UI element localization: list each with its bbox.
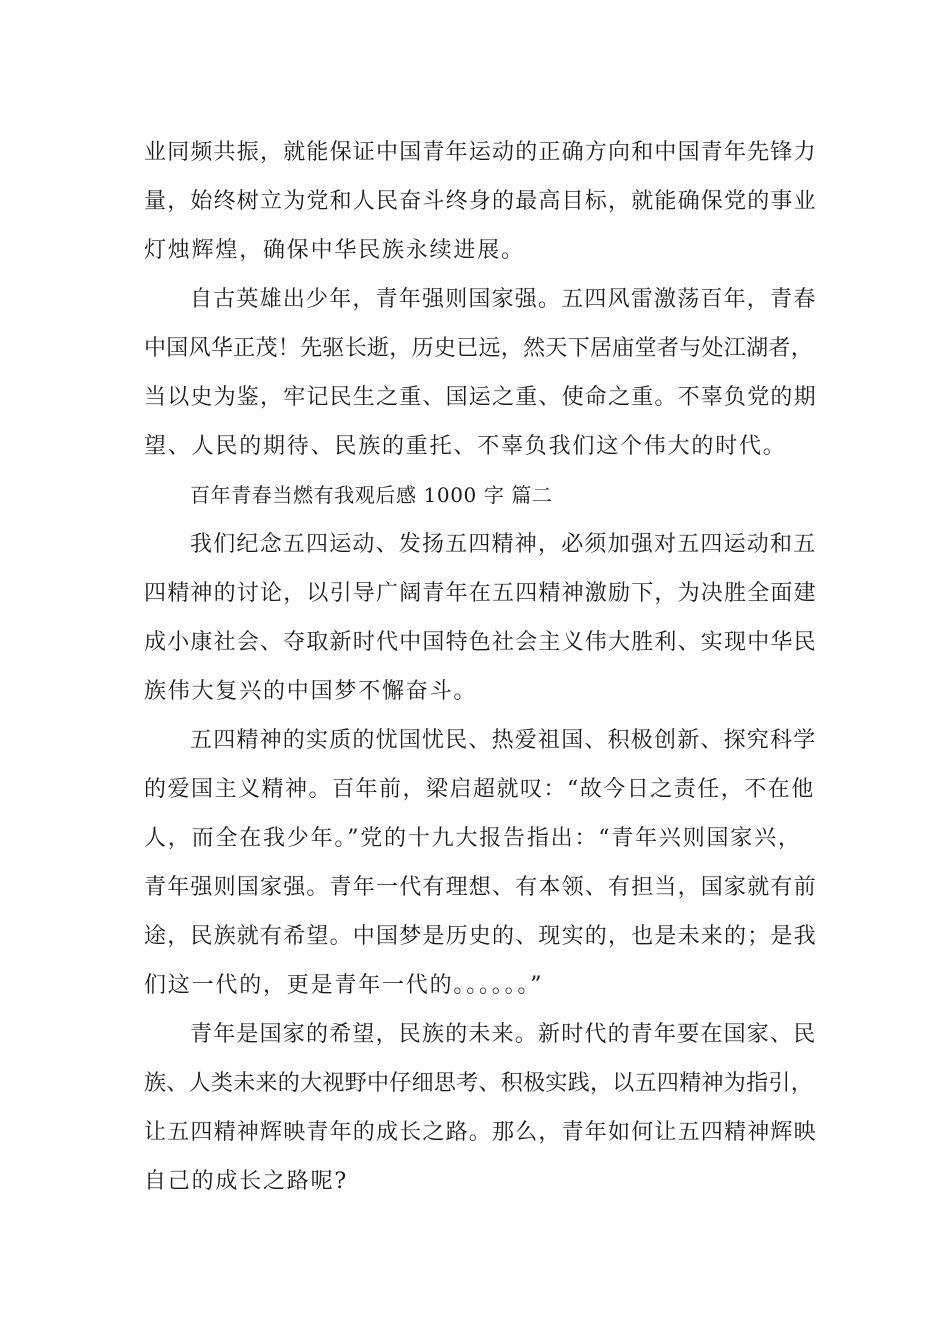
- text-line: 途，民族就有希望。中国梦是历史的、现实的，也是未来的；是我: [144, 924, 817, 949]
- text-line: 自古英雄出少年，青年强则国家强。五四风雷激荡百年，青春: [190, 287, 817, 312]
- text-line: 成小康社会、夺取新时代中国特色社会主义伟大胜利、实现中华民: [144, 630, 817, 655]
- text-line: 们这一代的，更是青年一代的。。。。。。”: [144, 973, 544, 998]
- document-body: [144, 128, 820, 1206]
- text-line: 族、人类未来的大视野中仔细思考、积极实践，以五四精神为指引，: [144, 1071, 814, 1096]
- text-line: 我们纪念五四运动、发扬五四精神，必须加强对五四运动和五: [190, 532, 817, 557]
- text-line: 中国风华正茂！先驱长逝，历史已远，然天下居庙堂者与处江湖者，: [144, 336, 814, 361]
- text-line: 业同频共振，就能保证中国青年运动的正确方向和中国青年先锋力: [144, 140, 817, 165]
- text-line: 自己的成长之路呢?: [144, 1169, 348, 1194]
- text-line: 青年是国家的希望，民族的未来。新时代的青年要在国家、民: [190, 1022, 817, 1047]
- text-line: 族伟大复兴的中国梦不懈奋斗。: [144, 679, 478, 704]
- text-line: 人，而全在我少年。”党的十九大报告指出：“青年兴则国家兴，: [144, 826, 802, 851]
- text-line: 灯烛辉煌，确保中华民族永续进展。: [144, 238, 525, 263]
- text-line: 四精神的讨论，以引导广阔青年在五四精神激励下，为决胜全面建: [144, 581, 817, 606]
- text-line: 五四精神的实质的忧国忧民、热爱祖国、积极创新、探究科学: [190, 728, 817, 753]
- text-line: 量，始终树立为党和人民奋斗终身的最高目标，就能确保党的事业: [144, 189, 817, 214]
- text-line: 当以史为鉴，牢记民生之重、国运之重、使命之重。不辜负党的期: [144, 385, 817, 410]
- section-heading: 百年青春当燃有我观后感 1000 字 篇二: [190, 483, 553, 507]
- text-line: 青年强则国家强。青年一代有理想、有本领、有担当，国家就有前: [144, 875, 817, 900]
- text-line: 望、人民的期待、民族的重托、不辜负我们这个伟大的时代。: [144, 434, 787, 459]
- text-line: 的爱国主义精神。百年前，梁启超就叹：“故今日之责任，不在他: [144, 777, 815, 802]
- text-line: 让五四精神辉映青年的成长之路。那么，青年如何让五四精神辉映: [144, 1120, 817, 1145]
